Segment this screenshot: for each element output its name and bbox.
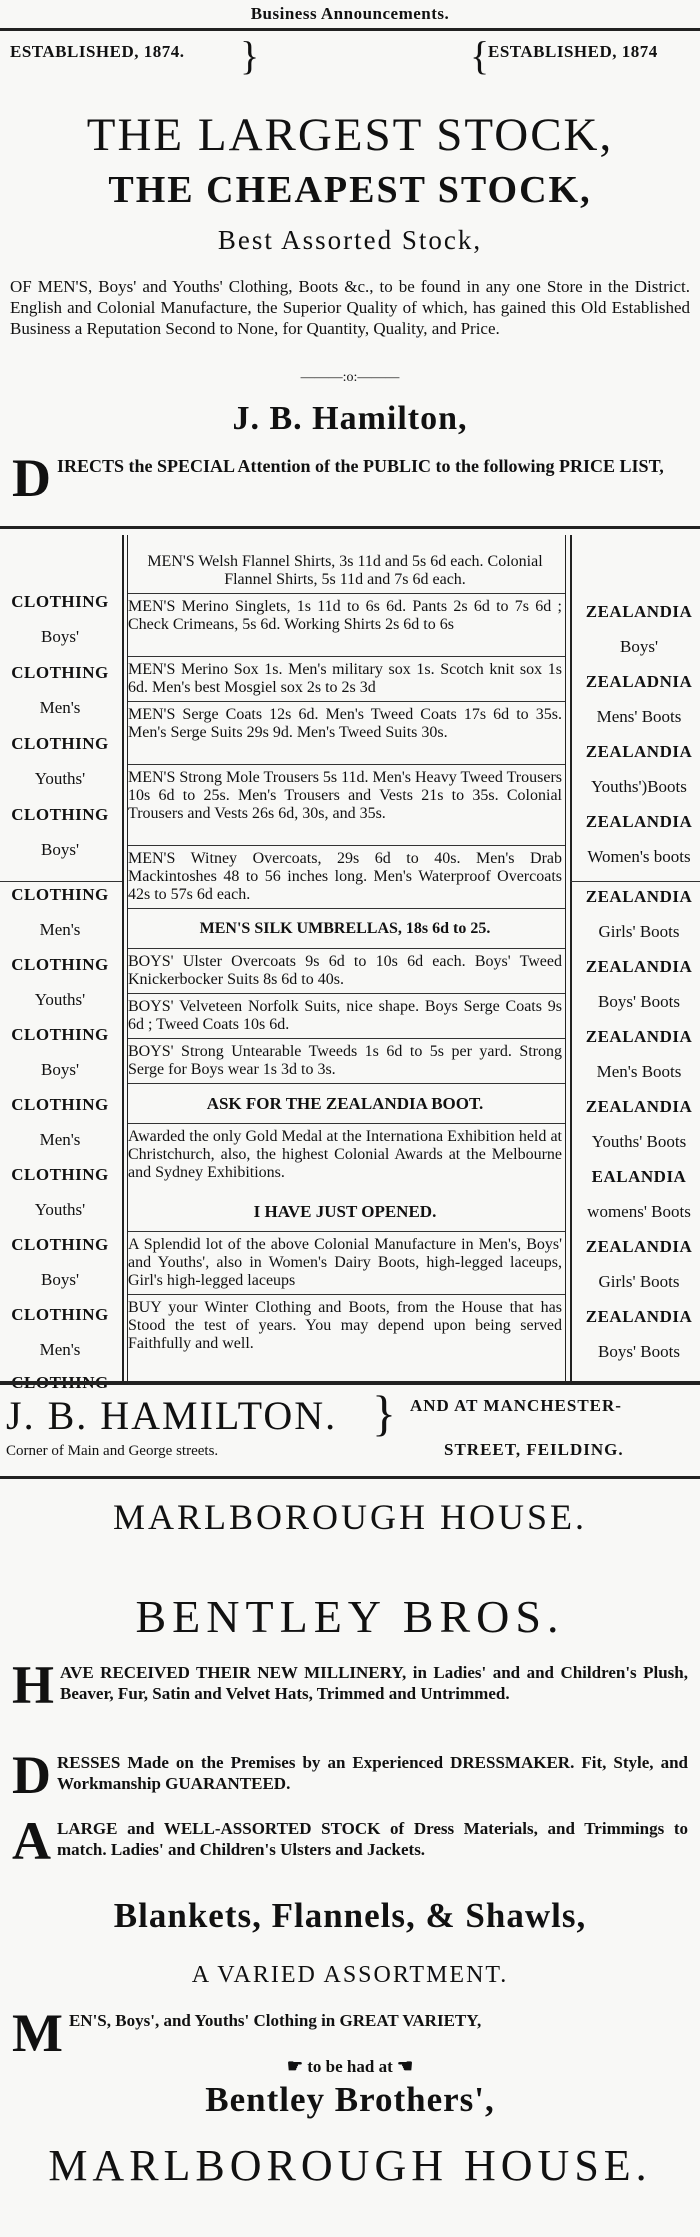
price-item-9: BOYS' Velveteen Norfolk Suits, nice shape. Boys Serge Coats 9s 6d ; Tweed Coats 10s 6d. bbox=[128, 998, 562, 1033]
left-col-11: CLOTHING bbox=[11, 955, 109, 974]
left-col-6: Youths' bbox=[34, 769, 86, 788]
right-col-9: ZEALANDIA bbox=[585, 887, 693, 906]
ad2-marlborough-house: MARLBOROUGH HOUSE. bbox=[48, 2141, 652, 2190]
price-item-1: MEN'S Welsh Flannel Shirts, 3s 11d and 5s 6d each. Colonial Flannel Shirts, 5s 11d and 7s 6d each. bbox=[147, 553, 543, 588]
ad2-title: MARLBOROUGH HOUSE. bbox=[112, 1497, 588, 1537]
price-item-2: MEN'S Merino Singlets, 1s 11d to 6s 6d. Pants 2s 6d to 7s 6d ; Check Crimeans, 5s 6d. Working Shirts 2s 6d to 6s bbox=[128, 598, 562, 633]
price-item-10: BOYS' Strong Untearable Tweeds 1s 6d to 5s per yard. Strong Serge for Boys wear 1s 3d to 3s. bbox=[128, 1043, 562, 1078]
price-item-3: MEN'S Merino Sox 1s. Men's military sox 1s. Scotch knit sox 1s 6d. Men's best Mosgiel sox 2s to 2s 3d bbox=[128, 661, 562, 696]
ad2-millinery-text: AVE RECEIVED THEIR NEW MILLINERY, in Ladies' and and Children's Plush, Beaver, Fur, Satin and Velvet Hats, Trimmed and Untrimmed. bbox=[60, 1663, 688, 1703]
right-col-5: ZEALANDIA bbox=[585, 742, 693, 761]
price-item-14: A Splendid lot of the above Colonial Manufacture in Men's, Boys' and Youths', also in Women's Dairy Boots, high-legged laceups, Girl's high-legged laceups bbox=[128, 1236, 562, 1289]
ad2-clothing bbox=[12, 2003, 688, 2077]
item-rule bbox=[128, 845, 565, 846]
left-col-12: Youths' bbox=[34, 990, 86, 1009]
established-right: ESTABLISHED, 1874 bbox=[488, 42, 658, 61]
item-rule bbox=[128, 764, 565, 765]
price-item-7: MEN'S SILK UMBRELLAS, 18s 6d to 25. bbox=[199, 920, 491, 937]
left-col-2: Boys' bbox=[40, 627, 80, 646]
price-list-intro-text: IRECTS the SPECIAL Attention of the PUBLIC to the following PRICE LIST, bbox=[57, 456, 664, 476]
ad2-millinery bbox=[12, 1655, 688, 1715]
price-item-11: ASK FOR THE ZEALANDIA BOOT. bbox=[206, 1094, 484, 1113]
right-col-4: Mens' Boots bbox=[596, 707, 682, 726]
item-rule bbox=[128, 993, 565, 994]
right-col-11: ZEALANDIA bbox=[585, 957, 693, 976]
footer-branch-2: STREET, FEILDING. bbox=[444, 1440, 624, 1459]
left-col-17: CLOTHING bbox=[11, 1165, 109, 1184]
dropcap-m: M bbox=[12, 2003, 63, 2063]
item-rule bbox=[128, 908, 565, 909]
ad-separator bbox=[0, 1476, 700, 1479]
ad2-firm: BENTLEY BROS. bbox=[135, 1591, 565, 1642]
right-col-8: Women's boots bbox=[587, 847, 691, 866]
item-rule bbox=[128, 1231, 565, 1232]
section-header: Business Announcements. bbox=[250, 4, 450, 23]
dropcap-h: H bbox=[12, 1655, 55, 1715]
price-item-12: Awarded the only Gold Medal at the Internationa Exhibition held at Christchurch, also, the highest Colonial Awards at the Melbourne and Sydney Exhibitions. bbox=[128, 1128, 562, 1181]
ad2-clothing-text: EN'S, Boys', and Youths' Clothing in GREAT VARIETY, bbox=[68, 2011, 482, 2030]
left-col-18: Youths' bbox=[34, 1200, 86, 1219]
item-rule bbox=[128, 1123, 565, 1124]
dropcap-a: A bbox=[12, 1811, 51, 1871]
dropcap-d: D bbox=[12, 448, 51, 508]
item-rule bbox=[128, 948, 565, 949]
left-divider bbox=[122, 535, 124, 1385]
right-col-19: ZEALANDIA bbox=[585, 1237, 693, 1256]
price-list-intro bbox=[12, 448, 688, 508]
left-col-21: CLOTHING bbox=[11, 1305, 109, 1324]
ornament-divider: ———:o:——— bbox=[300, 370, 400, 385]
right-col-14: Men's Boots bbox=[596, 1062, 682, 1081]
item-rule bbox=[128, 701, 565, 702]
right-col-3: ZEALADNIA bbox=[585, 672, 693, 691]
right-col-18: womens' Boots bbox=[587, 1202, 691, 1221]
ad2-blankets: Blankets, Flannels, & Shawls, bbox=[113, 1896, 587, 1935]
price-item-6: MEN'S Witney Overcoats, 29s 6d to 40s. Men's Drab Mackintoshes 48 to 56 inches long. Men's Waterproof Overcoats 42s to 57s 6d each. bbox=[128, 850, 562, 903]
item-rule bbox=[128, 1083, 565, 1084]
pointing-hand-left-icon: ☚ bbox=[396, 2056, 414, 2076]
left-col-8: Boys' bbox=[40, 840, 80, 859]
right-col-21: ZEALANDIA bbox=[585, 1307, 693, 1326]
price-item-8: BOYS' Ulster Overcoats 9s 6d to 10s 6d each. Boys' Tweed Knickerbocker Suits 8s 6d to 40s. bbox=[128, 953, 562, 988]
established-left: ESTABLISHED, 1874. bbox=[10, 42, 185, 61]
right-col-10: Girls' Boots bbox=[598, 922, 680, 941]
right-col-16: Youths' Boots bbox=[591, 1132, 687, 1151]
left-col-16: Men's bbox=[39, 1130, 81, 1149]
ad2-clothing-line2 bbox=[12, 2056, 688, 2077]
price-list-table bbox=[0, 535, 700, 1447]
dropcap-d2: D bbox=[12, 1745, 51, 1805]
left-col-5: CLOTHING bbox=[11, 734, 109, 753]
right-col-15: ZEALANDIA bbox=[585, 1097, 693, 1116]
right-col-rule bbox=[570, 881, 700, 882]
left-col-7: CLOTHING bbox=[11, 805, 109, 824]
table-top-rule bbox=[0, 526, 700, 529]
right-col-6: Youths')Boots bbox=[591, 777, 687, 796]
left-col-3: CLOTHING bbox=[11, 663, 109, 682]
item-rule bbox=[128, 593, 565, 594]
ad2-varied: A VARIED ASSORTMENT. bbox=[191, 1962, 509, 1988]
intro-paragraph: OF MEN'S, Boys' and Youths' Clothing, Boots &c., to be found in any one Store in the District. English and Colonial Manufacture, the Superior Quality of which, has gained this Old Established Business a Reputation Second to None, for Quantity, Quality, and Price. bbox=[10, 277, 690, 338]
brace-right: { bbox=[470, 33, 490, 78]
merchant-name: J. B. Hamilton, bbox=[232, 400, 468, 437]
right-col-22: Boys' Boots bbox=[598, 1342, 680, 1361]
left-col-4: Men's bbox=[39, 698, 81, 717]
left-col-20: Boys' bbox=[40, 1270, 80, 1289]
footer-branch-1: AND AT MANCHESTER- bbox=[410, 1396, 622, 1415]
pointing-hand-right-icon: ☛ bbox=[286, 2056, 303, 2076]
ad2-dress-materials-text: LARGE and WELL-ASSORTED STOCK of Dress Materials, and Trimmings to match. Ladies' and Children's Ulsters and Jackets. bbox=[57, 1819, 688, 1859]
headline-largest-stock: THE LARGEST STOCK, bbox=[86, 109, 614, 161]
left-col-rule bbox=[0, 881, 122, 882]
left-col-22: Men's bbox=[39, 1340, 81, 1359]
left-col-13: CLOTHING bbox=[11, 1025, 109, 1044]
right-col-13: ZEALANDIA bbox=[585, 1027, 693, 1046]
left-col-9: CLOTHING bbox=[11, 885, 109, 904]
left-col-14: Boys' bbox=[40, 1060, 80, 1079]
left-col-10: Men's bbox=[39, 920, 81, 939]
right-divider-inner bbox=[565, 535, 566, 1385]
price-item-13: I HAVE JUST OPENED. bbox=[253, 1202, 437, 1221]
left-col-1: CLOTHING bbox=[11, 592, 109, 611]
right-col-2: Boys' bbox=[619, 637, 659, 656]
ad2-to-be-had: to be had at bbox=[307, 2057, 393, 2076]
right-col-12: Boys' Boots bbox=[598, 992, 680, 1011]
footer-address: Corner of Main and George streets. bbox=[6, 1443, 219, 1459]
right-col-1: ZEALANDIA bbox=[585, 602, 693, 621]
item-rule bbox=[128, 656, 565, 657]
price-item-5: MEN'S Strong Mole Trousers 5s 11d. Men's Heavy Tweed Trousers 10s 6d to 25s. Men's Trousers and Vests 21s to 35s. Colonial Trousers and Vests 26s 6d, 30s, and 35s. bbox=[128, 769, 562, 822]
left-col-19: CLOTHING bbox=[11, 1235, 109, 1254]
ad2-dresses-text: RESSES Made on the Premises by an Experienced DRESSMAKER. Fit, Style, and Workmanship GUARANTEED. bbox=[57, 1753, 688, 1793]
table-bottom-rule bbox=[0, 1381, 700, 1385]
item-rule bbox=[128, 1038, 565, 1039]
headline-best-assorted: Best Assorted Stock, bbox=[217, 225, 483, 255]
ad2-dress-materials bbox=[12, 1811, 688, 1871]
brace-left: } bbox=[240, 33, 260, 78]
headline-cheapest-stock: THE CHEAPEST STOCK, bbox=[108, 169, 592, 211]
header-rule bbox=[0, 28, 700, 31]
right-col-17: EALANDIA bbox=[591, 1167, 687, 1186]
right-divider bbox=[570, 535, 572, 1385]
left-col-15: CLOTHING bbox=[11, 1095, 109, 1114]
right-col-7: ZEALANDIA bbox=[585, 812, 693, 831]
ad2-dresses bbox=[12, 1745, 688, 1805]
item-rule bbox=[128, 1294, 565, 1295]
right-col-20: Girls' Boots bbox=[598, 1272, 680, 1291]
price-item-4: MEN'S Serge Coats 12s 6d. Men's Tweed Coats 17s 6d to 35s. Men's Serge Suits 29s 9d. Men's Tweed Suits 30s. bbox=[128, 706, 562, 741]
footer-brace: } bbox=[372, 1385, 396, 1441]
footer-merchant-name: J. B. HAMILTON. bbox=[6, 1393, 338, 1438]
ad2-bentley-brothers: Bentley Brothers', bbox=[205, 2080, 495, 2119]
price-item-15: BUY your Winter Clothing and Boots, from the House that has Stood the test of years. You may depend upon being served Faithfully and well. bbox=[128, 1299, 562, 1352]
